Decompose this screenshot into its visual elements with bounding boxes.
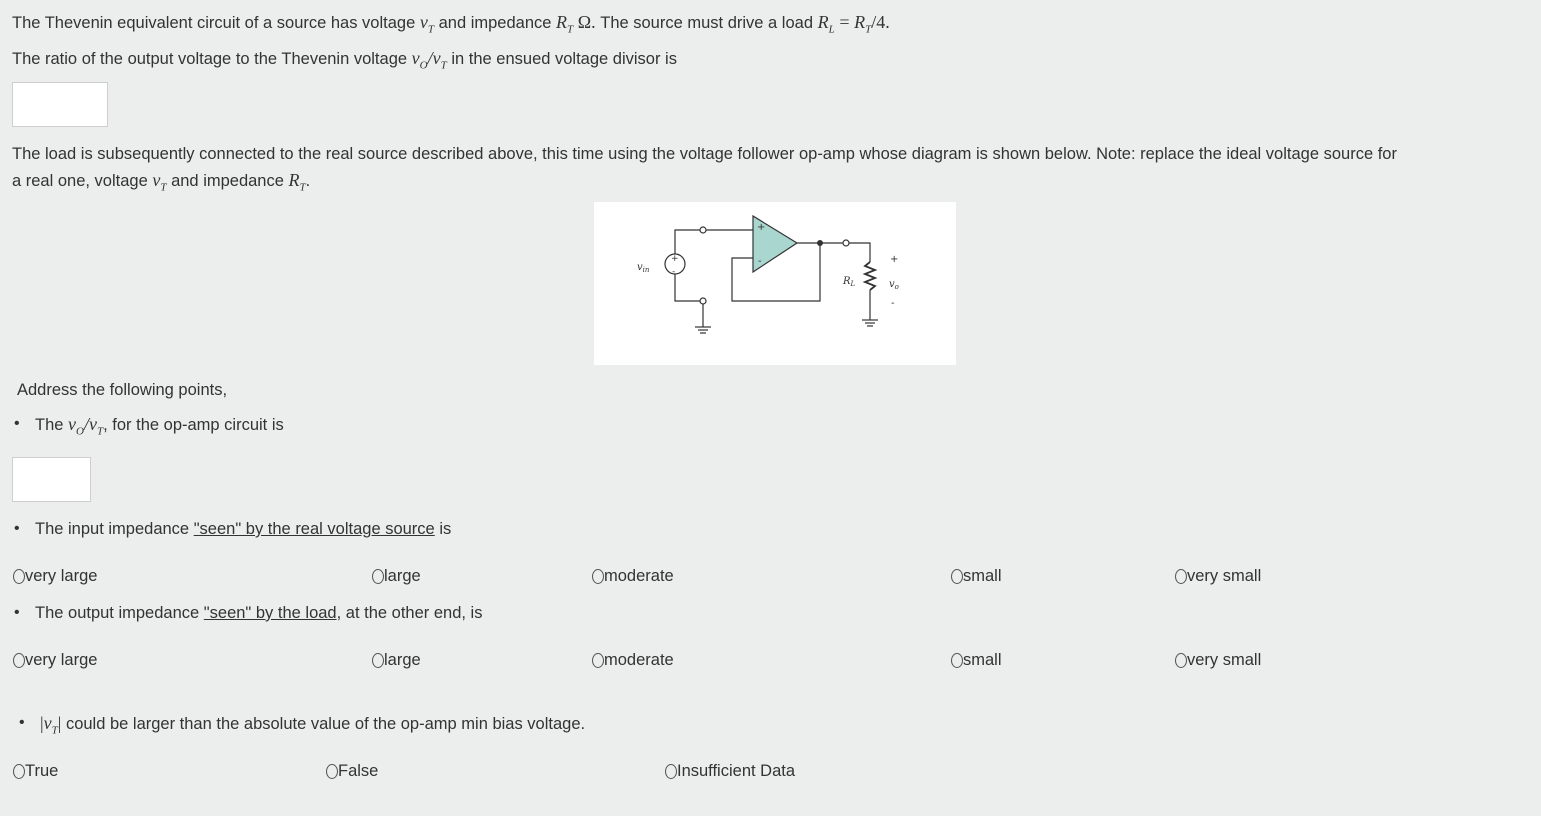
opamp-minus-sign: - xyxy=(758,256,762,267)
input-impedance-option-very-small[interactable]: very small xyxy=(1175,566,1261,586)
radio-icon[interactable] xyxy=(13,653,25,668)
radio-icon[interactable] xyxy=(372,653,384,668)
points-intro: Address the following points, xyxy=(17,381,228,399)
question-2-line-1: The load is subsequently connected to the real source described above, this time using the voltage follower op-amp whose diagram is shown below. Note: replace the ideal voltage source for xyxy=(12,145,1397,163)
radio-icon[interactable] xyxy=(326,764,338,779)
vo-minus-sign: - xyxy=(891,298,895,309)
input-impedance-option-small[interactable]: small xyxy=(951,566,1002,586)
source-minus-sign: - xyxy=(672,267,676,277)
voltage-follower-diagram xyxy=(594,202,956,365)
opamp-plus-sign: + xyxy=(757,222,766,233)
radio-icon[interactable] xyxy=(665,764,677,779)
output-impedance-option-moderate[interactable]: moderate xyxy=(592,650,674,670)
bias-option-true[interactable]: True xyxy=(13,761,58,781)
output-impedance-option-very-large[interactable]: very large xyxy=(13,650,97,670)
output-impedance-option-very-small[interactable]: very small xyxy=(1175,650,1261,670)
question-1-line-1: The Thevenin equivalent circuit of a source has voltage $v_T$ and impedance $R_T$ Ω. The source must drive a load $R_L = R_T/4$. xyxy=(12,12,890,36)
bias-option-false[interactable]: False xyxy=(326,761,378,781)
vo-plus-sign: + xyxy=(890,254,899,265)
output-impedance-option-large[interactable]: large xyxy=(372,650,421,670)
input-impedance-option-moderate[interactable]: moderate xyxy=(592,566,674,586)
vo-label: $v_o$ xyxy=(889,279,899,291)
rl-label: $R_L$ xyxy=(843,276,856,288)
radio-icon[interactable] xyxy=(372,569,384,584)
output-impedance-option-small[interactable]: small xyxy=(951,650,1002,670)
link-seen-by-source[interactable]: "seen" by the real voltage source xyxy=(193,520,435,538)
radio-icon[interactable] xyxy=(1175,569,1187,584)
answer-input-opamp-ratio[interactable] xyxy=(12,457,91,502)
link-seen-by-load[interactable]: "seen" by the load xyxy=(203,604,337,622)
answer-input-ratio-divider[interactable] xyxy=(12,82,108,127)
radio-icon[interactable] xyxy=(592,569,604,584)
point-3: • The output impedance "seen" by the load, at the other end, is xyxy=(35,603,482,623)
radio-icon[interactable] xyxy=(13,764,25,779)
point-2: • The input impedance "seen" by the real voltage source is xyxy=(35,519,451,539)
point-4: • $|v_T|$ could be larger than the absolute value of the op-amp min bias voltage. xyxy=(40,713,585,741)
voltage-follower-schematic xyxy=(594,202,956,365)
question-1-line-2: The ratio of the output voltage to the Thevenin voltage $v_O/v_T$ in the ensued voltage divisor is xyxy=(12,48,677,72)
bias-option-insufficient-data[interactable]: Insufficient Data xyxy=(665,761,795,781)
source-plus-sign: + xyxy=(671,254,679,264)
input-impedance-option-very-large[interactable]: very large xyxy=(13,566,97,586)
radio-icon[interactable] xyxy=(951,653,963,668)
vin-label: $v_{in}$ xyxy=(637,262,650,274)
radio-icon[interactable] xyxy=(592,653,604,668)
radio-icon[interactable] xyxy=(13,569,25,584)
input-impedance-option-large[interactable]: large xyxy=(372,566,421,586)
question-2-line-2: a real one, voltage $v_T$ and impedance $R_T$. xyxy=(12,170,311,194)
radio-icon[interactable] xyxy=(1175,653,1187,668)
radio-icon[interactable] xyxy=(951,569,963,584)
point-1: • The $v_O/v_T$, for the op-amp circuit is xyxy=(35,414,284,442)
